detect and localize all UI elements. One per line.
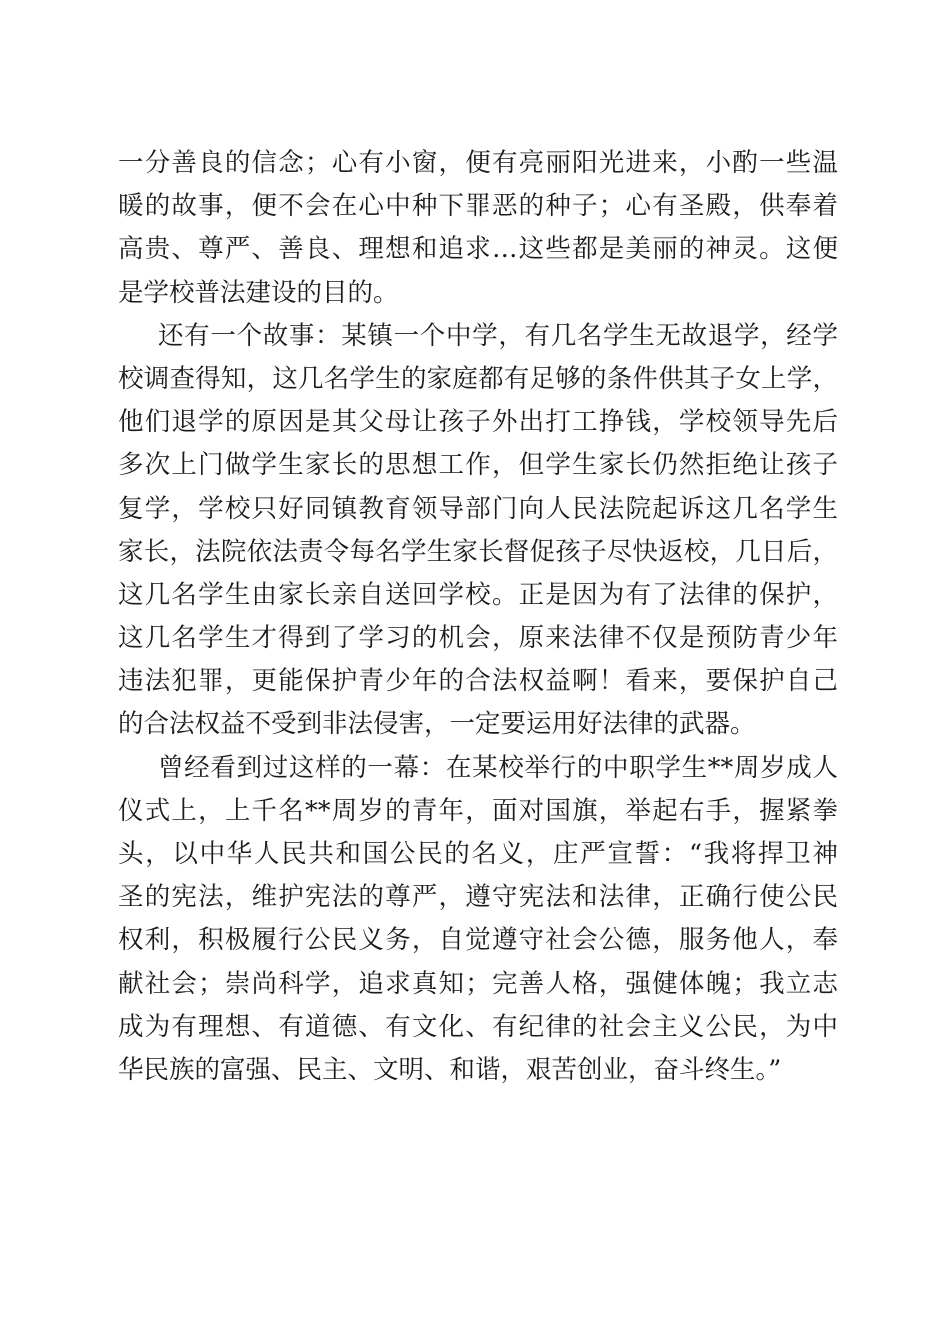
paragraph-2-line-1: 还有一个故事：某镇一个中学，有几名学生无故退学，经学: [158, 320, 838, 351]
paragraph-2-line-2: 校调查得知，这几名学生的家庭都有足够的条件供其子女上学，: [118, 363, 838, 394]
paragraph-1-line-2: 暖的故事，便不会在心中种下罪恶的种子；心有圣殿，供奉着: [118, 191, 838, 222]
paragraph-3-line-6: 献社会；崇尚科学，追求真知；完善人格，强健体魄；我立志: [118, 968, 838, 999]
paragraph-2-line-6: 家长，法院依法责令每名学生家长督促孩子尽快返校，几日后，: [118, 536, 838, 567]
paragraph-1-line-4: 是学校普法建设的目的。: [118, 277, 399, 308]
paragraph-2-line-4: 多次上门做学生家长的思想工作，但学生家长仍然拒绝让孩子: [118, 450, 838, 481]
paragraph-3-line-4: 圣的宪法，维护宪法的尊严，遵守宪法和法律，正确行使公民: [118, 882, 838, 913]
paragraph-2-line-9: 违法犯罪，更能保护青少年的合法权益啊！看来，要保护自己: [118, 666, 838, 697]
paragraph-2-line-3: 他们退学的原因是其父母让孩子外出打工挣钱，学校领导先后: [118, 407, 838, 438]
paragraph-3-line-7: 成为有理想、有道德、有文化、有纪律的社会主义公民，为中: [118, 1011, 838, 1042]
body-text: [118, 142, 838, 1092]
paragraph-3-line-8: 华民族的富强、民主、文明、和谐，艰苦创业，奋斗终生。”: [118, 1054, 782, 1085]
paragraph-3-line-2: 仪式上，上千名**周岁的青年，面对国旗，举起右手，握紧拳: [118, 795, 838, 826]
paragraph-3-line-1: 曾经看到过这样的一幕：在某校举行的中职学生**周岁成人: [158, 752, 838, 783]
paragraph-3-line-3: 头，以中华人民共和国公民的名义，庄严宣誓：“我将捍卫神: [118, 839, 838, 869]
paragraph-2-line-8: 这几名学生才得到了学习的机会，原来法律不仅是预防青少年: [118, 623, 838, 654]
paragraph-2-line-5: 复学，学校只好同镇教育领导部门向人民法院起诉这几名学生: [118, 493, 838, 524]
paragraph-1-line-1: 一分善良的信念；心有小窗，便有亮丽阳光进来，小酌一些温: [118, 148, 838, 178]
paragraph-3-line-5: 权利，积极履行公民义务，自觉遵守社会公德，服务他人，奉: [118, 925, 838, 956]
paragraph-2-line-10: 的合法权益不受到非法侵害，一定要运用好法律的武器。: [118, 709, 756, 740]
paragraph-2-line-7: 这几名学生由家长亲自送回学校。正是因为有了法律的保护，: [118, 579, 838, 610]
paragraph-1-line-3: 高贵、尊严、善良、理想和追求…这些都是美丽的神灵。这便: [118, 234, 838, 265]
